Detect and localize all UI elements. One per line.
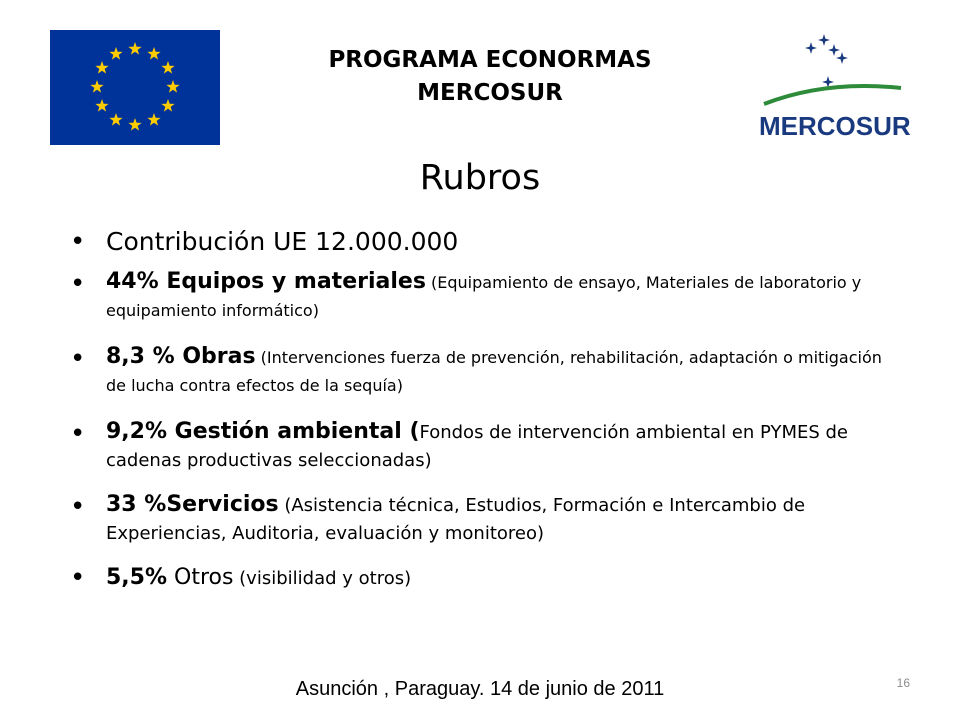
program-title-line1: PROGRAMA ECONORMAS	[328, 47, 652, 73]
bullet-dot-icon: •	[70, 269, 86, 299]
page-number: 16	[896, 676, 910, 690]
bullet-gestion-ambiental	[70, 418, 890, 475]
bullet-dot-icon: •	[70, 344, 86, 374]
bullet-equipos	[70, 268, 890, 325]
bullet-detail: (Intervenciones fuerza de prevención, rehabilitación, adaptación o mitigación de lucha contra efectos de la sequía)	[106, 348, 882, 395]
bullet-head: 8,3 % Obras	[106, 344, 256, 369]
eu-stars-icon	[50, 30, 220, 145]
bullet-text: Contribución UE 12.000.000	[106, 227, 459, 256]
program-title	[250, 44, 730, 110]
footer-location-date: Asunción , Paraguay. 14 de junio de 2011	[295, 678, 665, 700]
eu-flag-logo	[50, 30, 220, 145]
bullet-head: 9,2% Gestión ambiental (	[106, 419, 420, 444]
slide-title: Rubros	[419, 158, 541, 198]
bullet-detail: (Equipamiento de ensayo, Materiales de laboratorio y equipamiento informático)	[106, 273, 862, 320]
mercosur-logo-text: MERCOSUR	[759, 111, 911, 141]
bullet-detail: (Asistencia técnica, Estudios, Formación e Intercambio de Experiencias, Auditoria, evaluación y monitoreo)	[106, 495, 806, 544]
bullet-dot-icon: •	[70, 492, 86, 522]
bullet-detail: Fondos de intervención ambiental en PYMES de cadenas productivas seleccionadas)	[106, 422, 849, 471]
program-title-line2: MERCOSUR	[417, 80, 563, 106]
bullet-head-extra: Otros	[167, 565, 234, 590]
bullet-obras	[70, 343, 890, 400]
mercosur-logo	[756, 28, 911, 141]
bullet-head: 5,5%	[106, 565, 168, 590]
bullet-head: 33 %Servicios	[106, 492, 279, 517]
bullet-detail: (visibilidad y otros)	[233, 568, 412, 589]
mercosur-stars-arc-icon	[756, 28, 906, 118]
bullet-list	[70, 222, 890, 595]
bullet-dot-icon: •	[70, 563, 86, 593]
bullet-contribucion	[70, 222, 890, 262]
bullet-head: 44% Equipos y materiales	[106, 269, 426, 294]
bullet-servicios	[70, 491, 890, 548]
bullet-dot-icon: •	[70, 419, 86, 449]
bullet-otros	[70, 562, 890, 595]
bullet-dot-icon: •	[70, 227, 86, 257]
